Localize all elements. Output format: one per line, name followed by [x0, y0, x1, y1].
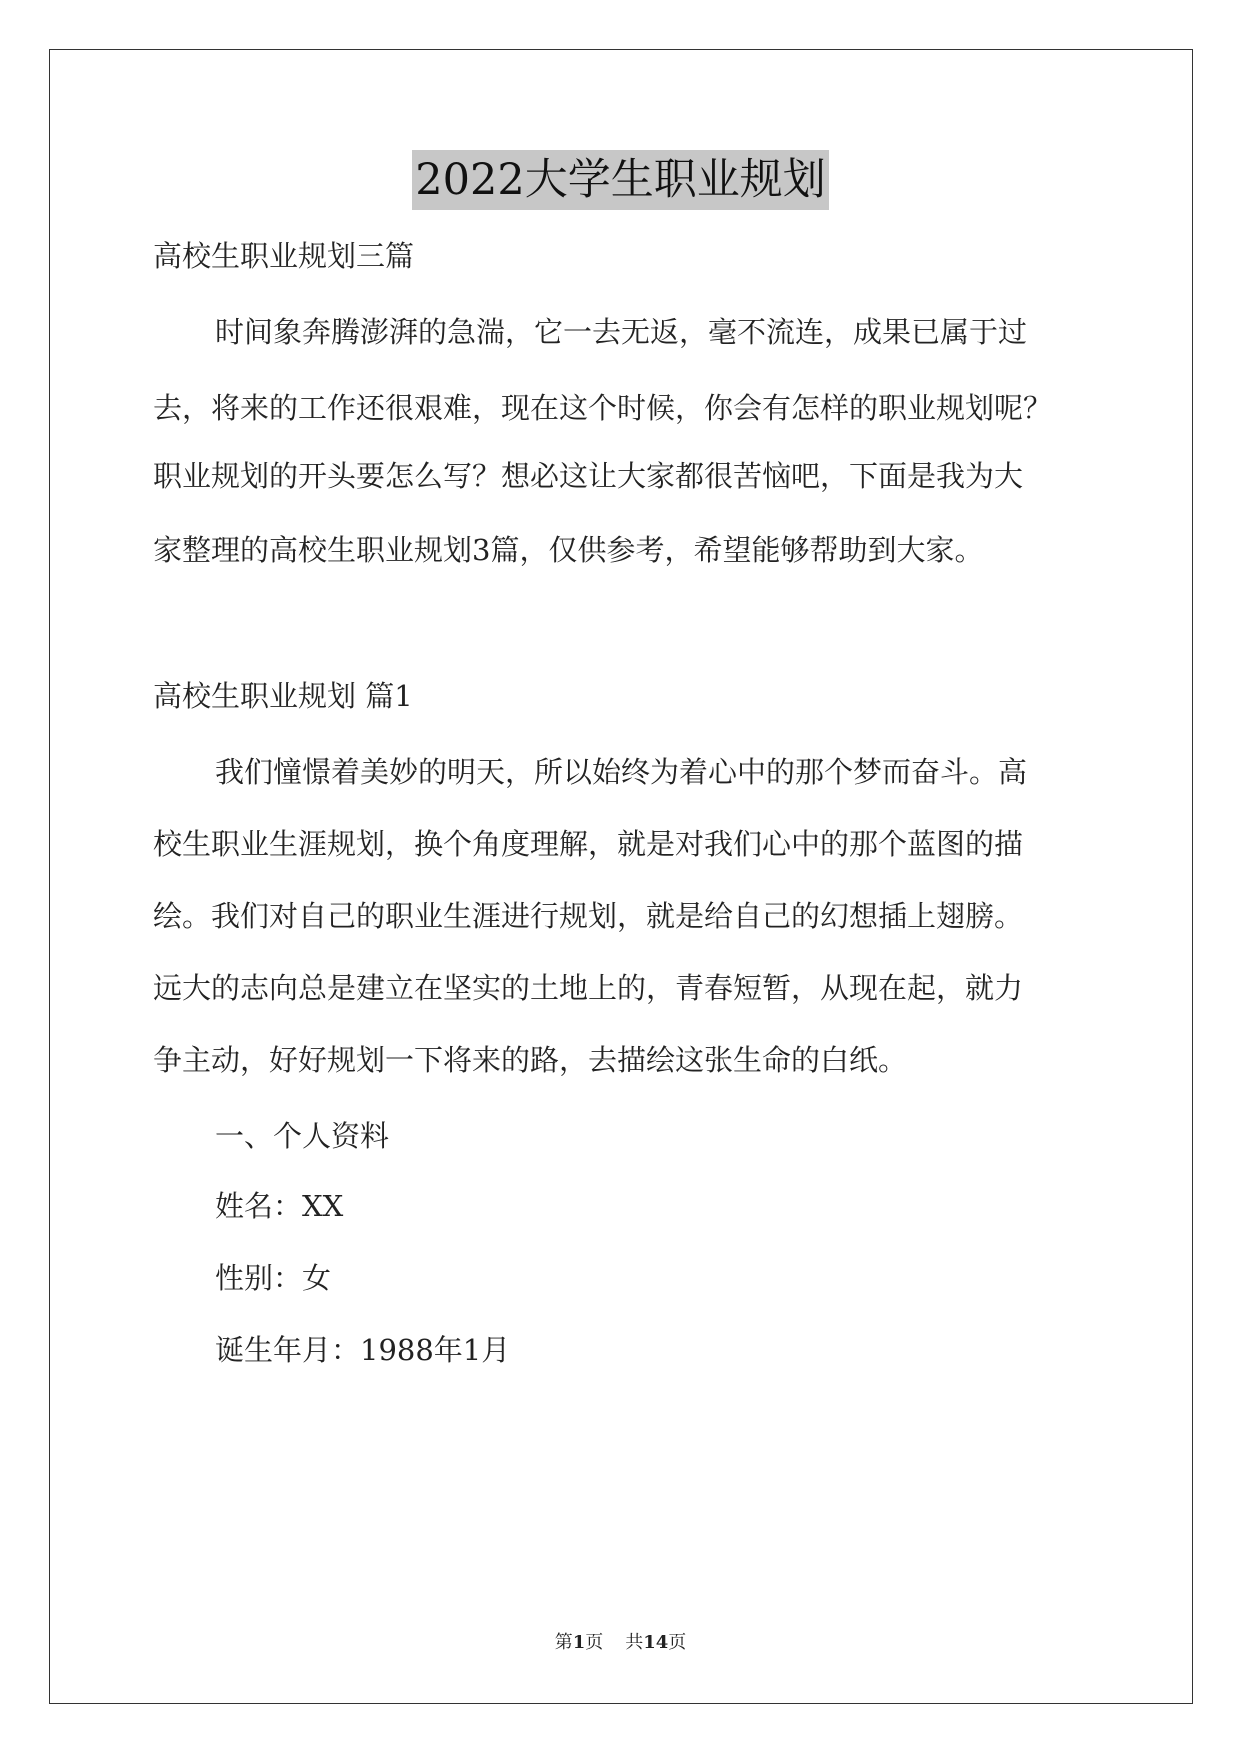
document-title: [0, 150, 1241, 210]
section-line-4: 远大的志向总是建立在坚实的土地上的，青春短暂，从现在起，就力: [153, 971, 1024, 1005]
page-number: 1: [572, 1632, 586, 1653]
item-gender: 性别：女: [215, 1261, 332, 1295]
page-prefix: 第: [554, 1632, 573, 1653]
total-prefix: 共: [625, 1632, 644, 1653]
page-footer: [0, 1630, 1241, 1656]
intro-line-4: 家整理的高校生职业规划3篇，仅供参考，希望能够帮助到大家。: [153, 533, 984, 567]
total-suffix: 页: [668, 1632, 687, 1653]
section-line-5: 争主动，好好规划一下将来的路，去描绘这张生命的白纸。: [153, 1043, 908, 1077]
intro-line-1: 时间象奔腾澎湃的急湍，它一去无返，毫不流连，成果已属于过: [215, 315, 1028, 349]
item-birthdate: 诞生年月：1988年1月: [215, 1333, 511, 1367]
section-line-2: 校生职业生涯规划，换个角度理解，就是对我们心中的那个蓝图的描: [153, 827, 1024, 861]
page-border: [49, 49, 1193, 1704]
item-heading: 一、个人资料: [215, 1119, 390, 1153]
document-title-text: 2022大学生职业规划: [412, 150, 828, 210]
section-line-1: 我们憧憬着美妙的明天，所以始终为着心中的那个梦而奋斗。高: [215, 755, 1028, 789]
item-name: 姓名：XX: [215, 1189, 344, 1223]
intro-line-2: 去，将来的工作还很艰难，现在这个时候，你会有怎样的职业规划呢？: [153, 391, 1053, 425]
intro-line-3: 职业规划的开头要怎么写？想必这让大家都很苦恼吧，下面是我为大: [153, 459, 1024, 493]
total-pages: 14: [643, 1632, 669, 1653]
document-subtitle: 高校生职业规划三篇: [153, 239, 415, 273]
section-line-3: 绘。我们对自己的职业生涯进行规划，就是给自己的幻想插上翅膀。: [153, 899, 1024, 933]
page-suffix: 页: [585, 1632, 604, 1653]
section-heading: 高校生职业规划 篇1: [153, 679, 413, 713]
